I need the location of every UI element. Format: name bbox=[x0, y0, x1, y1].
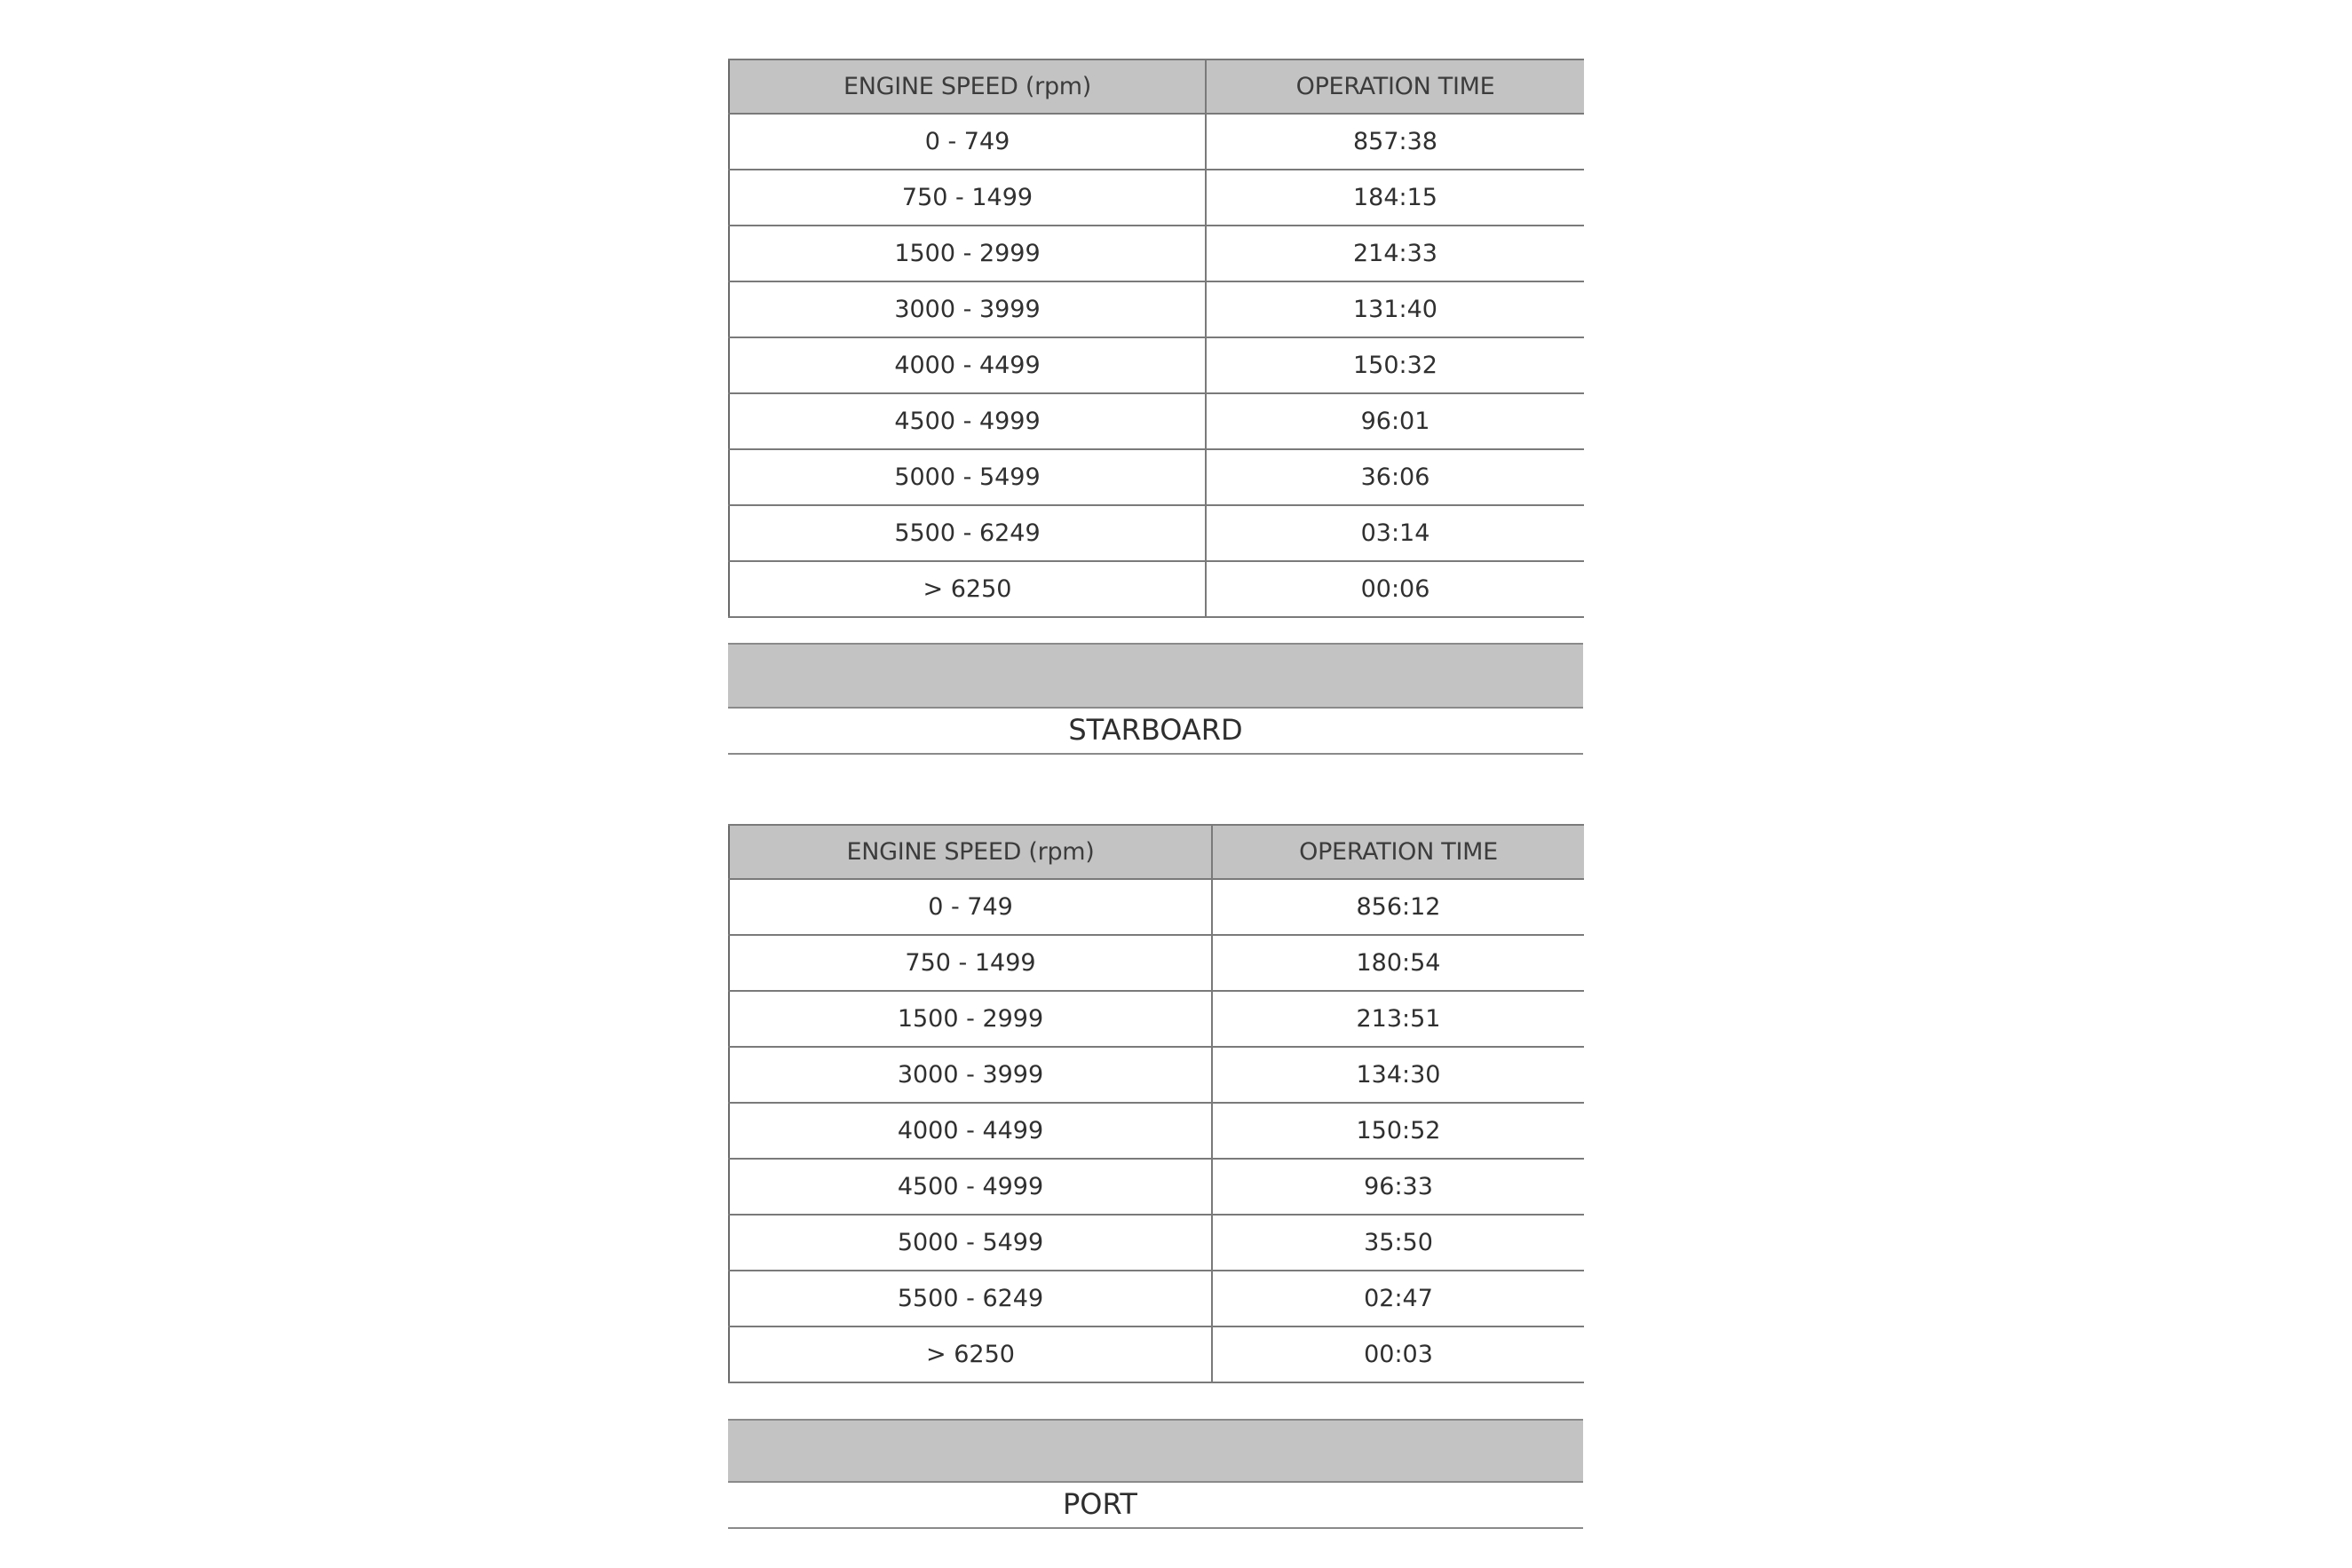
table-row bbox=[729, 879, 1584, 935]
table-row bbox=[729, 935, 1584, 991]
table-row bbox=[729, 1271, 1584, 1326]
engine-speed-cell: 0 - 749 bbox=[729, 879, 1212, 935]
engine-speed-cell: 5500 - 6249 bbox=[729, 1271, 1212, 1326]
table-row bbox=[729, 505, 1584, 561]
engine-speed-cell: > 6250 bbox=[729, 561, 1206, 617]
operation-time-cell: 03:14 bbox=[1206, 505, 1584, 561]
engine-speed-header: ENGINE SPEED (rpm) bbox=[729, 825, 1212, 879]
engine-speed-header: ENGINE SPEED (rpm) bbox=[729, 59, 1206, 114]
table-row bbox=[729, 226, 1584, 281]
table-header-row bbox=[729, 825, 1584, 879]
operation-time-cell: 214:33 bbox=[1206, 226, 1584, 281]
engine-speed-cell: 5000 - 5499 bbox=[729, 1215, 1212, 1271]
operation-time-cell: 180:54 bbox=[1212, 935, 1584, 991]
operation-time-cell: 00:06 bbox=[1206, 561, 1584, 617]
engine-speed-cell: 5000 - 5499 bbox=[729, 449, 1206, 505]
operation-time-cell: 02:47 bbox=[1212, 1271, 1584, 1326]
engine-speed-cell: 0 - 749 bbox=[729, 114, 1206, 170]
engine-speed-cell: 750 - 1499 bbox=[729, 935, 1212, 991]
operation-time-header: OPERATION TIME bbox=[1212, 825, 1584, 879]
engine-speed-cell: 1500 - 2999 bbox=[729, 226, 1206, 281]
operation-time-cell: 35:50 bbox=[1212, 1215, 1584, 1271]
engine-speed-cell: 4500 - 4999 bbox=[729, 393, 1206, 449]
table-row bbox=[729, 393, 1584, 449]
port-operation-table bbox=[728, 824, 1584, 1383]
operation-time-header: OPERATION TIME bbox=[1206, 59, 1584, 114]
operation-time-cell: 00:03 bbox=[1212, 1326, 1584, 1382]
operation-time-cell: 96:01 bbox=[1206, 393, 1584, 449]
engine-speed-cell: > 6250 bbox=[729, 1326, 1212, 1382]
table-row bbox=[729, 1159, 1584, 1215]
table-row bbox=[729, 561, 1584, 617]
operation-time-cell: 150:52 bbox=[1212, 1103, 1584, 1159]
table-row bbox=[729, 1215, 1584, 1271]
table-row bbox=[729, 170, 1584, 226]
table-row bbox=[729, 449, 1584, 505]
operation-time-cell: 184:15 bbox=[1206, 170, 1584, 226]
table-row bbox=[729, 1103, 1584, 1159]
table-row bbox=[729, 1326, 1584, 1382]
engine-speed-cell: 3000 - 3999 bbox=[729, 281, 1206, 337]
engine-speed-cell: 4000 - 4499 bbox=[729, 337, 1206, 393]
table-row bbox=[729, 1047, 1584, 1103]
operation-time-cell: 96:33 bbox=[1212, 1159, 1584, 1215]
operation-time-cell: 857:38 bbox=[1206, 114, 1584, 170]
operation-time-cell: 150:32 bbox=[1206, 337, 1584, 393]
table-row bbox=[729, 991, 1584, 1047]
section-label-port: PORT bbox=[728, 1481, 1583, 1529]
operation-time-cell: 856:12 bbox=[1212, 879, 1584, 935]
operation-time-cell: 131:40 bbox=[1206, 281, 1584, 337]
engine-speed-cell: 3000 - 3999 bbox=[729, 1047, 1212, 1103]
table-row bbox=[729, 281, 1584, 337]
section-header-band bbox=[728, 1419, 1583, 1483]
engine-speed-cell: 4000 - 4499 bbox=[729, 1103, 1212, 1159]
table-row bbox=[729, 337, 1584, 393]
section-header-band bbox=[728, 643, 1583, 709]
engine-speed-cell: 5500 - 6249 bbox=[729, 505, 1206, 561]
table-header-row bbox=[729, 59, 1584, 114]
operation-time-cell: 134:30 bbox=[1212, 1047, 1584, 1103]
table-row bbox=[729, 114, 1584, 170]
operation-time-cell: 213:51 bbox=[1212, 991, 1584, 1047]
operation-time-cell: 36:06 bbox=[1206, 449, 1584, 505]
section-label-starboard: STARBOARD bbox=[728, 707, 1583, 755]
engine-speed-cell: 1500 - 2999 bbox=[729, 991, 1212, 1047]
engine-speed-cell: 4500 - 4999 bbox=[729, 1159, 1212, 1215]
engine-speed-cell: 750 - 1499 bbox=[729, 170, 1206, 226]
starboard-operation-table bbox=[728, 59, 1584, 618]
